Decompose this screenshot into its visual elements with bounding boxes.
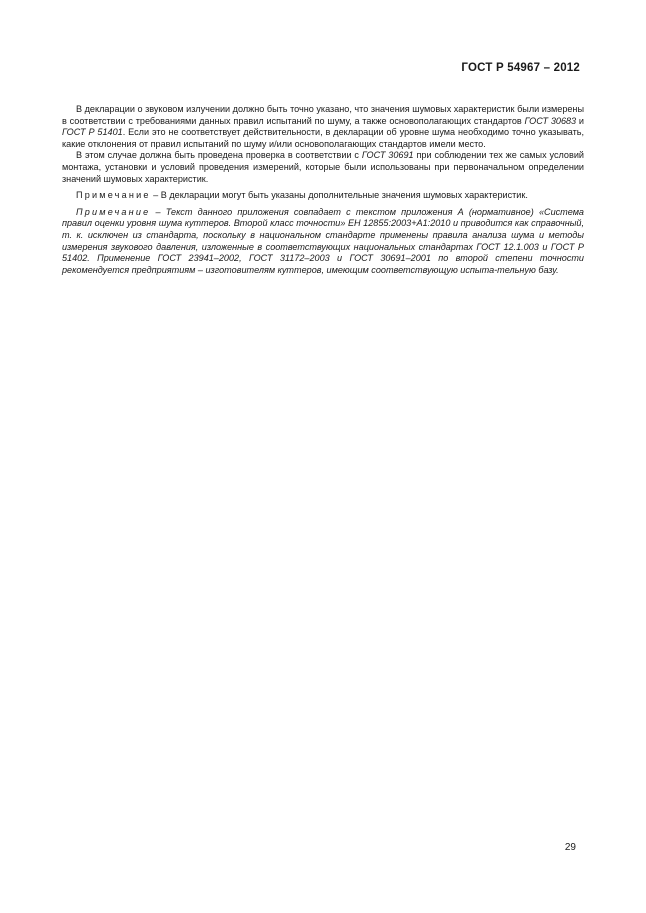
reference-gost-r-51401: ГОСТ Р 51401 (62, 127, 123, 138)
paragraph-verification-text-1: В этом случае должна быть проведена проверка в соответствии с (76, 150, 362, 161)
paragraph-declaration-text-1: В декларации о звуковом излучении должно быть точно указано, что значения шумовых характеристик были измерены в соответствии с требованиями данных правил испытаний по шуму, а также основополагающих стандартов (62, 104, 584, 126)
reference-gost-30691: ГОСТ 30691 (361, 150, 414, 161)
note-text: – Текст данного приложения совпадает с текстом приложения А (нормативное) «Система правил оценки уровня шума куттеров. Второй класс точности» ЕН 12855:2003+А1:2010 и приводится как справочный, т. к. исключен из стандарта, поскольку в национальном стандарте применены правила анализа шума и методы измерения звукового давления, изложенные в соответствующих национальных стандартах ГОСТ 12.1.003 и ГОСТ Р 51402. Применение ГОСТ 23941–2002, ГОСТ 31172–2003 и ГОСТ 30691–2001 по второй степени точности рекомендуется предприятиям – изготовителям куттеров, имеющим соответствующую испыта-тельную базу. (62, 206, 584, 275)
note-text: – В декларации могут быть указаны дополнительные значения шумовых характеристик. (150, 190, 528, 201)
paragraph-declaration (62, 104, 584, 150)
document-header: ГОСТ Р 54967 – 2012 (461, 62, 580, 74)
paragraph-declaration-text-2: и (576, 115, 584, 126)
paragraph-declaration-text-3: . Если это не соответствует действительности, в декларации об уровне шума необходимо точно указывать, какие отклонения от правил испытаний по шуму и/или основополагающих стандартов имели место. (62, 127, 584, 149)
paragraph-verification (62, 150, 584, 185)
page-number: 29 (564, 842, 576, 853)
paragraph-verification-text-2: при соблюдении тех же самых условий монтажа, установки и условий проведения измерений, которые были использованы при первоначальном определении значений шумовых характеристик. (62, 150, 584, 184)
note-annex-source (62, 207, 584, 277)
note-additional-values (62, 190, 584, 202)
note-label: Примечание (76, 190, 151, 201)
note-label: Примечание (76, 206, 151, 217)
document-body (62, 104, 584, 276)
reference-gost-30683: ГОСТ 30683 (524, 115, 577, 126)
